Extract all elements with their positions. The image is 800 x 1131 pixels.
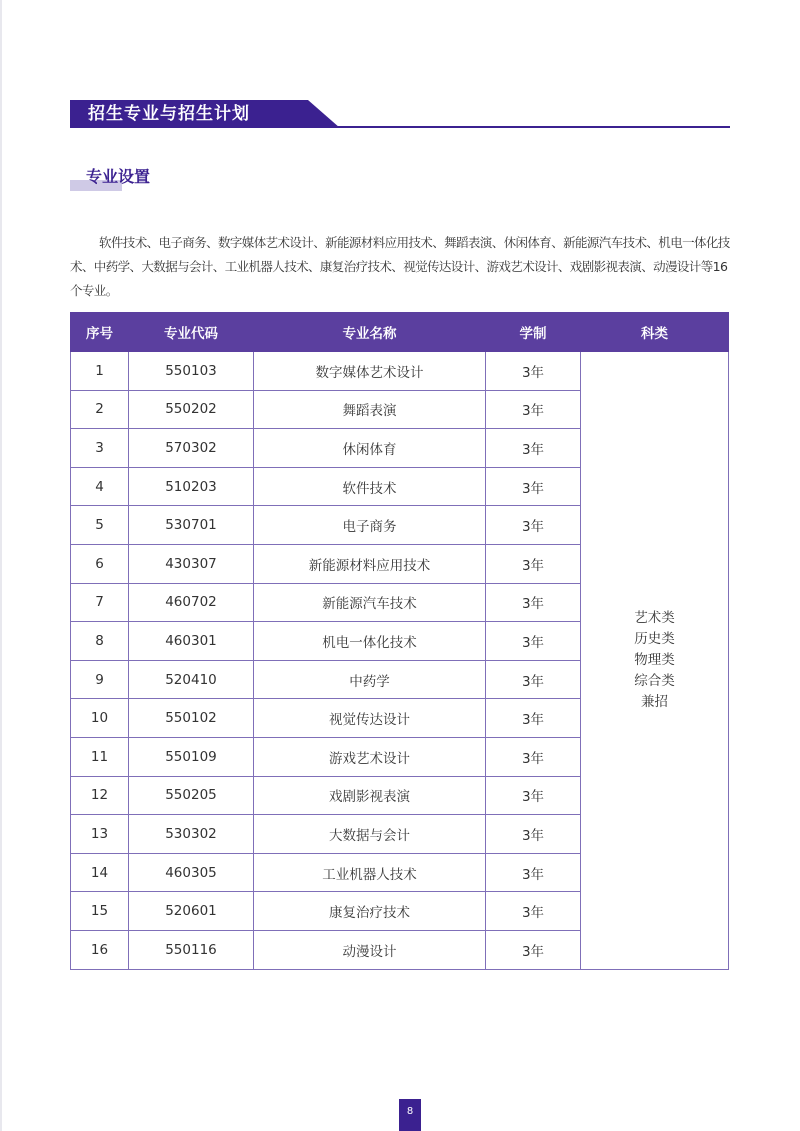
row-serial: 11 (71, 737, 129, 776)
row-code: 430307 (129, 544, 254, 583)
header-duration: 学制 (486, 313, 581, 352)
category-art: 艺术类 (634, 609, 675, 626)
row-duration: 3年 (486, 506, 581, 545)
row-major-name: 工业机器人技术 (254, 853, 486, 892)
row-serial: 3 (71, 429, 129, 468)
row-major-name: 数字媒体艺术设计 (254, 352, 486, 391)
row-major-name: 戏剧影视表演 (254, 776, 486, 815)
row-code: 460305 (129, 853, 254, 892)
row-code: 550103 (129, 352, 254, 391)
row-code: 550109 (129, 737, 254, 776)
row-code: 570302 (129, 429, 254, 468)
row-duration: 3年 (486, 776, 581, 815)
row-duration: 3年 (486, 737, 581, 776)
category-comprehensive: 综合类 (634, 672, 675, 689)
row-serial: 7 (71, 583, 129, 622)
row-major-name: 康复治疗技术 (254, 892, 486, 931)
row-serial: 10 (71, 699, 129, 738)
row-major-name: 视觉传达设计 (254, 699, 486, 738)
row-serial: 4 (71, 467, 129, 506)
row-code: 530701 (129, 506, 254, 545)
row-major-name: 动漫设计 (254, 930, 486, 969)
row-major-name: 中药学 (254, 660, 486, 699)
table-row (71, 352, 729, 391)
page-number: 8 (399, 1099, 421, 1131)
category-cell (581, 352, 729, 970)
row-code: 520601 (129, 892, 254, 931)
row-duration: 3年 (486, 544, 581, 583)
header-name: 专业名称 (254, 313, 486, 352)
row-major-name: 软件技术 (254, 467, 486, 506)
row-major-name: 机电一体化技术 (254, 622, 486, 661)
row-duration: 3年 (486, 583, 581, 622)
row-duration: 3年 (486, 429, 581, 468)
row-code: 530302 (129, 815, 254, 854)
row-code: 550116 (129, 930, 254, 969)
row-major-name: 大数据与会计 (254, 815, 486, 854)
row-serial: 8 (71, 622, 129, 661)
row-code: 510203 (129, 467, 254, 506)
row-serial: 1 (71, 352, 129, 391)
row-serial: 2 (71, 390, 129, 429)
category-history: 历史类 (634, 630, 675, 647)
row-code: 550102 (129, 699, 254, 738)
row-duration: 3年 (486, 390, 581, 429)
row-duration: 3年 (486, 892, 581, 931)
row-major-name: 舞蹈表演 (254, 390, 486, 429)
page-edge-rule (0, 0, 2, 1131)
row-serial: 16 (71, 930, 129, 969)
header-category: 科类 (581, 313, 729, 352)
section-banner (70, 100, 730, 128)
row-code: 460702 (129, 583, 254, 622)
row-code: 550202 (129, 390, 254, 429)
row-serial: 13 (71, 815, 129, 854)
row-serial: 12 (71, 776, 129, 815)
table-header-row (71, 313, 729, 352)
row-duration: 3年 (486, 699, 581, 738)
row-duration: 3年 (486, 660, 581, 699)
row-duration: 3年 (486, 622, 581, 661)
row-duration: 3年 (486, 853, 581, 892)
majors-table (70, 312, 729, 970)
row-major-name: 新能源汽车技术 (254, 583, 486, 622)
row-serial: 5 (71, 506, 129, 545)
subsection-heading (70, 164, 270, 194)
category-physics: 物理类 (634, 651, 675, 668)
row-code: 550205 (129, 776, 254, 815)
row-duration: 3年 (486, 930, 581, 969)
row-serial: 9 (71, 660, 129, 699)
header-code: 专业代码 (129, 313, 254, 352)
row-duration: 3年 (486, 467, 581, 506)
row-code: 520410 (129, 660, 254, 699)
row-serial: 14 (71, 853, 129, 892)
subsection-title: 专业设置 (86, 167, 151, 186)
row-serial: 6 (71, 544, 129, 583)
row-serial: 15 (71, 892, 129, 931)
section-title: 招生专业与招生计划 (88, 104, 250, 124)
row-duration: 3年 (486, 352, 581, 391)
banner-underline (320, 126, 730, 128)
intro-paragraph: 软件技术、电子商务、数字媒体艺术设计、新能源材料应用技术、舞蹈表演、休闲体育、新能源汽车技术、机电一体化技术、中药学、大数据与会计、工业机器人技术、康复治疗技术、视觉传达设计、游戏艺术设计、戏剧影视表演、动漫设计等16个专业。 (70, 234, 730, 298)
category-concurrent: 兼招 (641, 693, 668, 710)
row-major-name: 游戏艺术设计 (254, 737, 486, 776)
row-major-name: 新能源材料应用技术 (254, 544, 486, 583)
row-code: 460301 (129, 622, 254, 661)
row-major-name: 休闲体育 (254, 429, 486, 468)
row-major-name: 电子商务 (254, 506, 486, 545)
header-serial: 序号 (71, 313, 129, 352)
row-duration: 3年 (486, 815, 581, 854)
